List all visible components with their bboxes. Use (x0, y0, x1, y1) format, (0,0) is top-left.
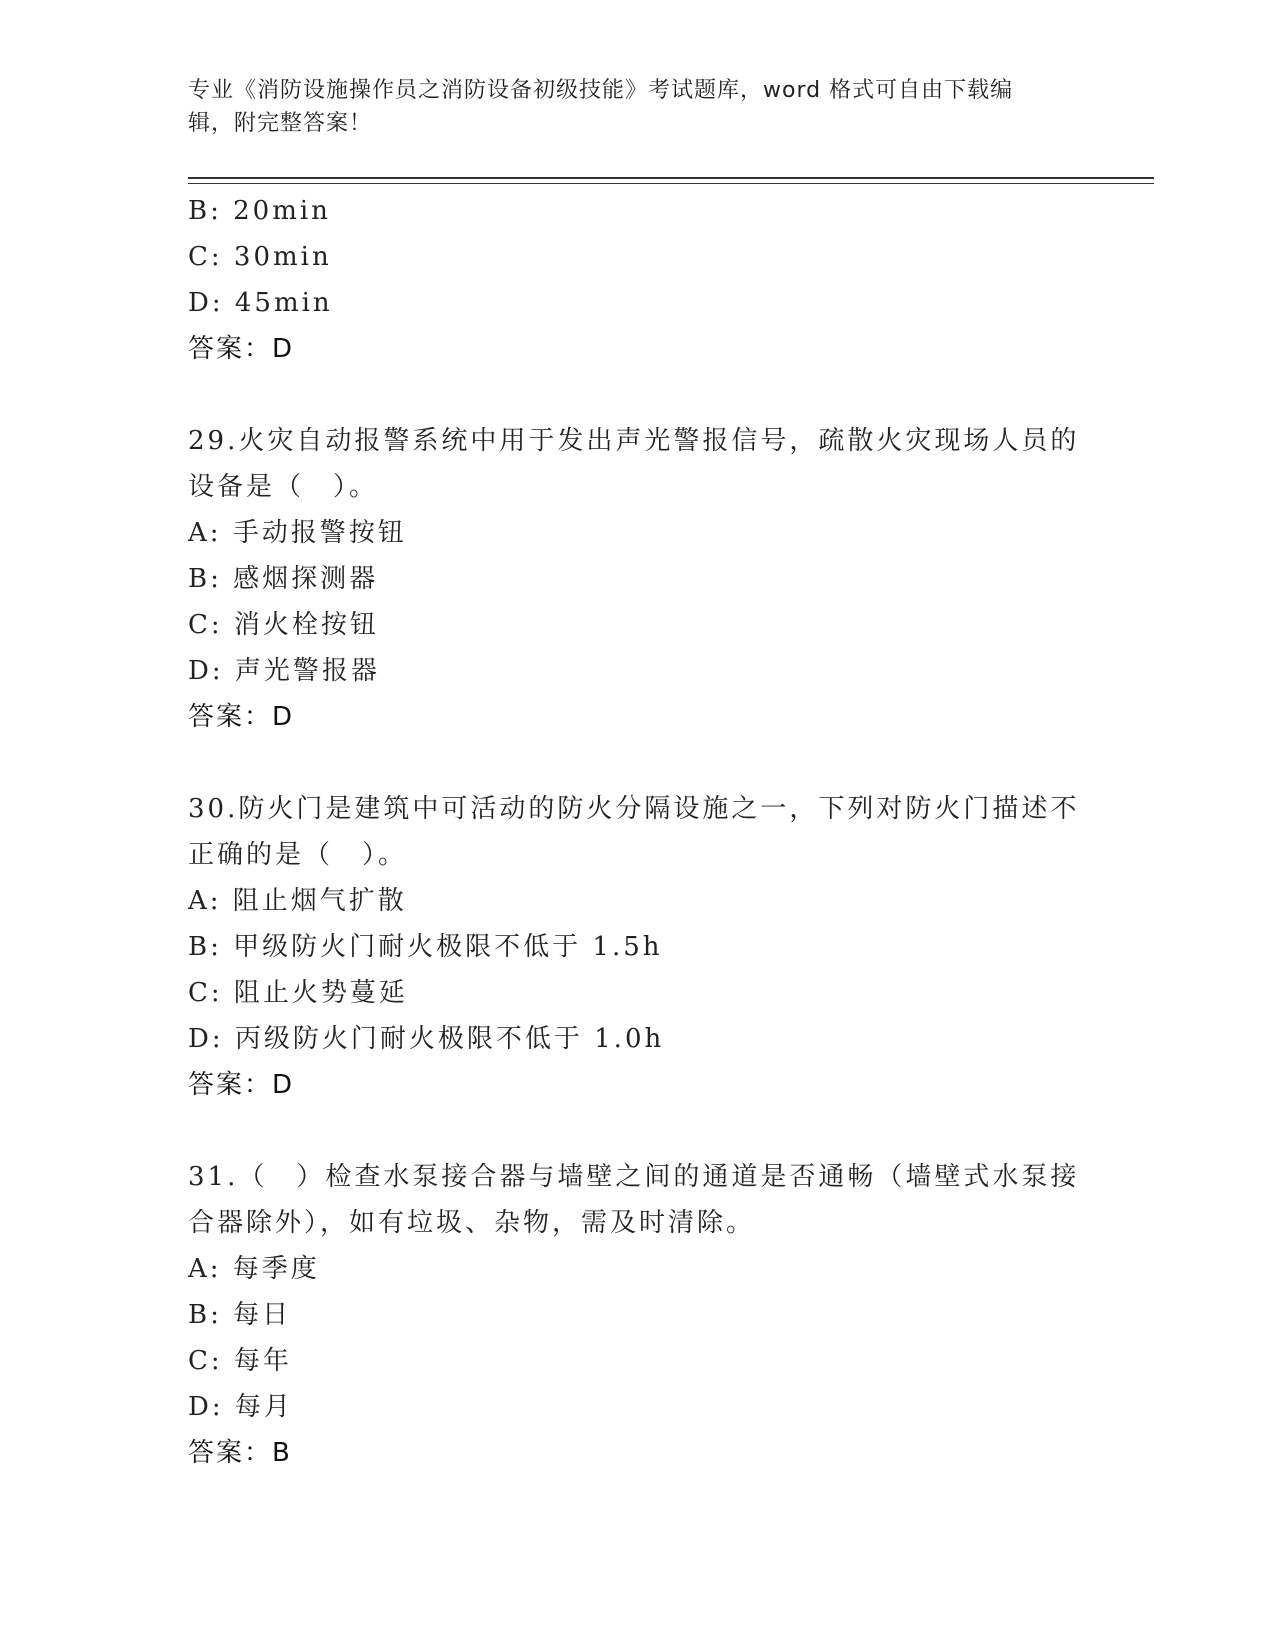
option-d: D: 声光警报器 (188, 656, 380, 686)
option-a: A: 每季度 (188, 1254, 320, 1284)
question-31 (188, 1154, 1088, 1476)
header-line-2: 辑，附完整答案！ (188, 111, 373, 136)
header-divider-thin (188, 183, 1154, 184)
header-divider-thick (188, 177, 1154, 179)
option-c: C: 消火栓按钮 (188, 610, 379, 640)
option-b: B: 每日 (188, 1300, 292, 1330)
question-30 (188, 786, 1088, 1108)
question-stem-line-1: 29.火灾自动报警系统中用于发出声光警报信号，疏散火灾现场人员的 (188, 426, 1080, 456)
option-c: C: 阻止火势蔓延 (188, 978, 408, 1008)
answer-line: 答案：D (188, 702, 295, 732)
header-line-1: 专业《消防设施操作员之消防设备初级技能》考试题库，word 格式可自由下载编 (188, 78, 1014, 103)
option-d: D: 丙级防火门耐火极限不低于 1.0h (188, 1024, 665, 1054)
question-stem-line-1: 31.（ ）检查水泵接合器与墙壁之间的通道是否通畅（墙壁式水泵接 (188, 1162, 1080, 1192)
option-d: D: 45min (188, 288, 333, 318)
option-c: C: 30min (188, 242, 332, 272)
answer-line: 答案：D (188, 1070, 295, 1100)
question-stem-line-1: 30.防火门是建筑中可活动的防火分隔设施之一，下列对防火门描述不 (188, 794, 1080, 824)
question-29 (188, 418, 1088, 740)
question-28-tail (188, 188, 1088, 372)
page-header (188, 74, 1068, 140)
question-spacer (188, 372, 1088, 418)
option-c: C: 每年 (188, 1346, 292, 1376)
question-list (188, 188, 1088, 1476)
option-a: A: 手动报警按钮 (188, 518, 407, 548)
question-spacer (188, 740, 1088, 786)
question-spacer (188, 1108, 1088, 1154)
option-b: B: 甲级防火门耐火极限不低于 1.5h (188, 932, 663, 962)
answer-line: 答案：B (188, 1438, 292, 1468)
option-d: D: 每月 (188, 1392, 293, 1422)
option-b: B: 20min (188, 196, 331, 226)
option-b: B: 感烟探测器 (188, 564, 379, 594)
answer-line: 答案：D (188, 334, 295, 364)
question-stem-line-2: 正确的是（ ）。 (188, 840, 408, 870)
question-stem-line-2: 合器除外），如有垃圾、杂物，需及时清除。 (188, 1208, 756, 1238)
question-stem-line-2: 设备是（ ）。 (188, 472, 379, 502)
option-a: A: 阻止烟气扩散 (188, 886, 407, 916)
